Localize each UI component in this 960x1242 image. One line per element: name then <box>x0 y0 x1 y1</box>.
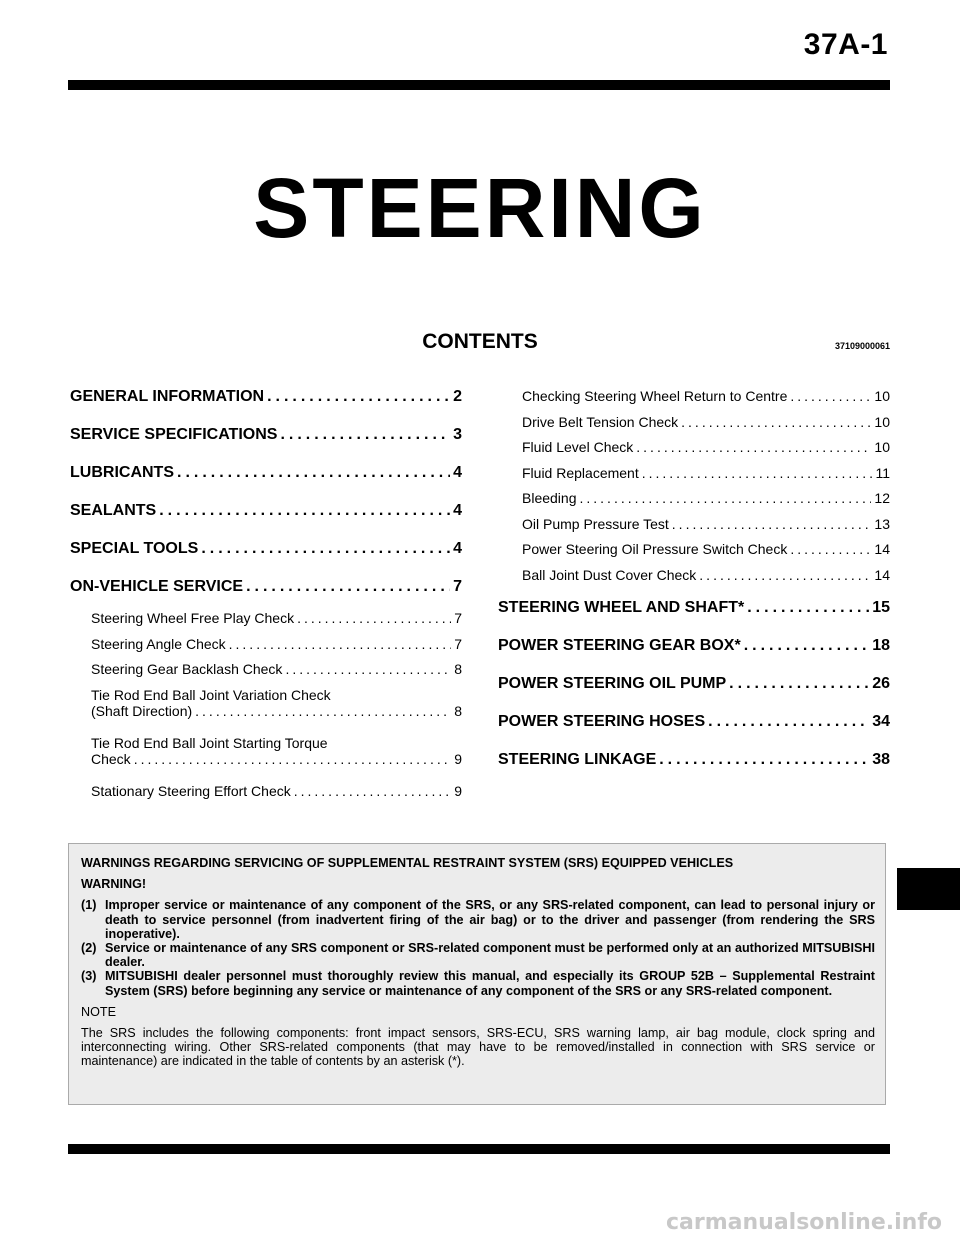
toc-entry[interactable]: POWER STEERING HOSES ..... 34 <box>498 713 890 751</box>
warning-item: (3) MITSUBISHI dealer personnel must thoroughly review this manual, and especially its GROUP 52B – Supplemental Restraint System (SRS) before beginning any service or maintenance of any component of the SRS or any SRS-related component. <box>81 969 875 998</box>
toc-subentry[interactable]: Checking Steering Wheel Return to Centre ..... 10 <box>498 388 890 414</box>
toc-subentry[interactable]: Drive Belt Tension Check ..... 10 <box>498 414 890 440</box>
top-rule <box>68 80 890 90</box>
toc-entry[interactable]: STEERING WHEEL AND SHAFT* ..... 15 <box>498 599 890 637</box>
toc-subentry[interactable]: Steering Angle Check ..... 7 <box>70 636 462 662</box>
toc-entry[interactable]: SEALANTS ..... 4 <box>70 502 462 540</box>
bottom-rule <box>68 1144 890 1154</box>
toc-subentry[interactable]: Bleeding ..... 12 <box>498 490 890 516</box>
toc-entry[interactable]: POWER STEERING OIL PUMP ..... 26 <box>498 675 890 713</box>
toc-entry[interactable]: STEERING LINKAGE ..... 38 <box>498 751 890 789</box>
warning-item: (2) Service or maintenance of any SRS component or SRS-related component must be performed only at an authorized MITSUBISHI dealer. <box>81 941 875 970</box>
toc-subentry-multiline[interactable]: Tie Rod End Ball Joint Starting Torque Check ..... 9 <box>70 735 462 783</box>
warning-label: WARNING! <box>81 877 147 892</box>
toc-left-column <box>70 388 462 808</box>
note-label: NOTE <box>81 1004 116 1019</box>
toc-subentry[interactable]: Power Steering Oil Pressure Switch Check ..... 14 <box>498 541 890 567</box>
toc-right-column <box>498 388 890 789</box>
toc-subentry[interactable]: Fluid Level Check ..... 10 <box>498 439 890 465</box>
contents-code: 37109000061 <box>834 341 890 351</box>
toc-subentry[interactable]: Ball Joint Dust Cover Check ..... 14 <box>498 567 890 599</box>
toc-entry[interactable]: POWER STEERING GEAR BOX* ..... 18 <box>498 637 890 675</box>
toc-subentry[interactable]: Stationary Steering Effort Check ..... 9 <box>70 783 462 809</box>
section-tab-marker <box>897 868 960 910</box>
toc-subentry[interactable]: Fluid Replacement ..... 11 <box>498 465 890 491</box>
warning-item: (1) Improper service or maintenance of any component of the SRS, or any SRS-related component, can lead to personal injury or death to service personnel (from inadvertent firing of the air bag) or to the driver and passenger (from rendering the SRS inoperative). <box>81 898 875 941</box>
note-body: The SRS includes the following components: front impact sensors, SRS-ECU, SRS warning lamp, air bag module, clock spring and interconnecting wiring. Other SRS-related components (that may have to be removed/installed in connection with SRS service or maintenance) are indicated in the table of contents by an asterisk (*). <box>81 1026 875 1069</box>
main-title: STEERING <box>253 161 707 255</box>
contents-heading: CONTENTS <box>422 330 538 353</box>
page-number: 37A-1 <box>803 28 888 61</box>
warning-heading: WARNINGS REGARDING SERVICING OF SUPPLEMENTAL RESTRAINT SYSTEM (SRS) EQUIPPED VEHICLES <box>81 856 734 870</box>
toc-entry[interactable]: LUBRICANTS ..... 4 <box>70 464 462 502</box>
toc-entry[interactable]: GENERAL INFORMATION ..... 2 <box>70 388 462 426</box>
toc-subentry[interactable]: Steering Wheel Free Play Check ..... 7 <box>70 610 462 636</box>
toc-subentry[interactable]: Oil Pump Pressure Test ..... 13 <box>498 516 890 542</box>
toc-subentry[interactable]: Steering Gear Backlash Check ..... 8 <box>70 661 462 687</box>
toc-entry[interactable]: ON-VEHICLE SERVICE ..... 7 <box>70 578 462 610</box>
toc-entry[interactable]: SERVICE SPECIFICATIONS ..... 3 <box>70 426 462 464</box>
srs-warning-box <box>68 843 886 1105</box>
watermark: carmanualsonline.info <box>666 1210 942 1235</box>
toc-subentry-multiline[interactable]: Tie Rod End Ball Joint Variation Check (Shaft Direction) ..... 8 <box>70 687 462 735</box>
toc-entry[interactable]: SPECIAL TOOLS ..... 4 <box>70 540 462 578</box>
